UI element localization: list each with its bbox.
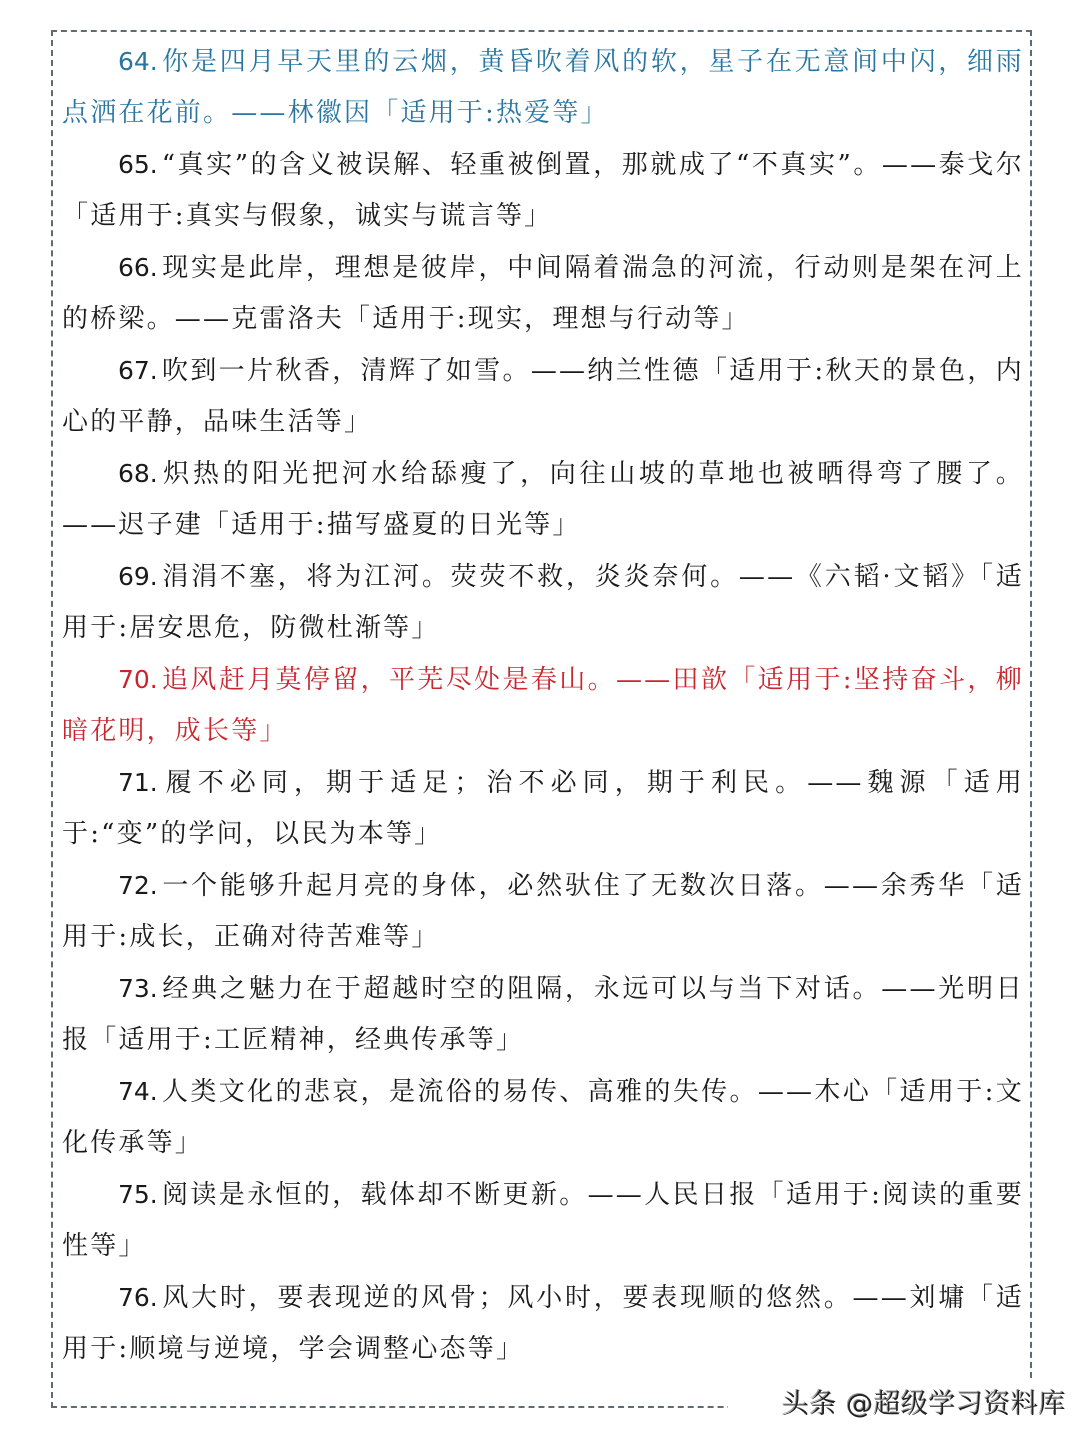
quote-number: 75. (118, 1180, 158, 1209)
quote-text: 炽热的阳光把河水给舔瘦了，向往山坡的草地也被晒得弯了腰了。——迟子建「适用于:描写盛夏的日光等」 (62, 459, 1024, 540)
quote-number: 73. (118, 974, 158, 1003)
quote-text: 你是四月早天里的云烟，黄昏吹着风的软，星子在无意间中闪，细雨点洒在花前。——林徽因「适用于:热爱等」 (62, 47, 1024, 128)
quote-text: 阅读是永恒的，载体却不断更新。——人民日报「适用于:阅读的重要性等」 (62, 1180, 1024, 1261)
quote-entry-68 (62, 448, 1024, 551)
quote-text: “真实”的含义被误解、轻重被倒置，那就成了“不真实”。——泰戈尔「适用于:真实与假象，诚实与谎言等」 (62, 150, 1024, 231)
quote-number: 68. (118, 459, 158, 488)
quote-number: 65. (118, 150, 158, 179)
quote-text: 一个能够升起月亮的身体，必然驮住了无数次日落。——余秀华「适用于:成长，正确对待苦难等」 (62, 871, 1024, 952)
quote-entry-67 (62, 345, 1024, 448)
quote-number: 67. (118, 356, 158, 385)
quote-number: 64. (118, 47, 158, 76)
quote-number: 76. (118, 1283, 158, 1312)
quote-number: 72. (118, 871, 158, 900)
quote-text: 人类文化的悲哀，是流俗的易传、高雅的失传。——木心「适用于:文化传承等」 (62, 1077, 1024, 1158)
quote-text: 涓涓不塞，将为江河。荧荧不救，炎炎奈何。——《六韬·文韬》「适用于:居安思危，防微杜渐等」 (62, 562, 1024, 643)
quote-number: 71. (118, 768, 158, 797)
quote-entry-73 (62, 963, 1024, 1066)
quote-entry-71 (62, 757, 1024, 860)
quote-text: 追风赶月莫停留，平芜尽处是春山。——田歆「适用于:坚持奋斗，柳暗花明，成长等」 (62, 665, 1024, 746)
quote-number: 69. (118, 562, 158, 591)
quote-text: 履不必同，期于适足；治不必同，期于利民。——魏源「适用于:“变”的学问，以民为本等」 (62, 768, 1024, 849)
quote-text: 经典之魅力在于超越时空的阻隔，永远可以与当下对话。——光明日报「适用于:工匠精神，经典传承等」 (62, 974, 1024, 1055)
quote-entry-72 (62, 860, 1024, 963)
quote-entry-64 (62, 36, 1024, 139)
quote-entry-70 (62, 654, 1024, 757)
quote-number: 74. (118, 1077, 158, 1106)
quote-entry-69 (62, 551, 1024, 654)
quote-entry-65 (62, 139, 1024, 242)
quotes-list (62, 36, 1024, 1375)
quote-entry-76 (62, 1272, 1024, 1375)
quote-text: 风大时，要表现逆的风骨；风小时，要表现顺的悠然。——刘墉「适用于:顺境与逆境，学会调整心态等」 (62, 1283, 1024, 1364)
watermark: 头条 @超级学习资料库 (776, 1382, 1072, 1421)
quote-entry-75 (62, 1169, 1024, 1272)
quote-number: 70. (118, 665, 158, 694)
quote-entry-66 (62, 242, 1024, 345)
quote-text: 吹到一片秋香，清辉了如雪。——纳兰性德「适用于:秋天的景色，内心的平静，品味生活等」 (62, 356, 1024, 437)
quote-number: 66. (118, 253, 158, 282)
quote-text: 现实是此岸，理想是彼岸，中间隔着湍急的河流，行动则是架在河上的桥梁。——克雷洛夫「适用于:现实，理想与行动等」 (62, 253, 1024, 334)
quote-entry-74 (62, 1066, 1024, 1169)
